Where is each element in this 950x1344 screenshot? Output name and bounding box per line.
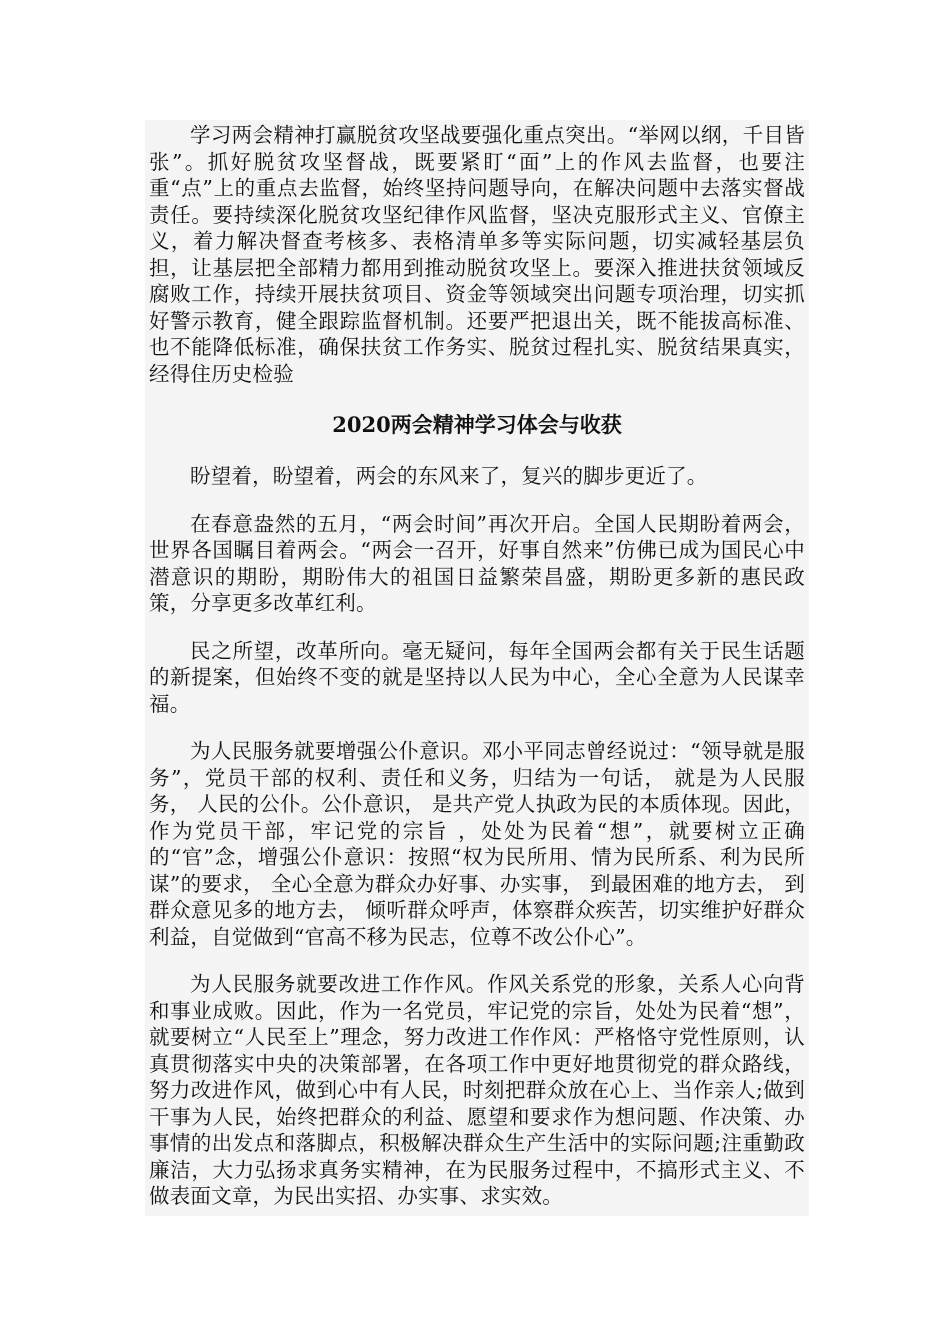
paragraph-4: 为人民服务就要增强公仆意识。邓小平同志曾经说过：“领导就是服务”，党员干部的权利、责任和义务，归结为一句话， 就是为人民服务， 人民的公仆。公仆意识， 是共产党人执政为民的本质体现。因此， 作为党员干部，牢记党的宗旨 ，处处为民着“想”，就要树立正确的“官”念，增强公仆意识：按照“权为民所用、情为民所系、利为民所谋”的要求， 全心全意为群众办好事、办实事， 到最困难的地方去， 到群众意见多的地方去， 倾听群众呼声，体察群众疾苦，切实维护好群众利益，自觉做到“官高不移为民志，位尊不改公仆心”。	[149, 739, 805, 949]
intro-paragraph: 学习两会精神打赢脱贫攻坚战要强化重点突出。“举网以纲，千目皆张”。抓好脱贫攻坚督战，既要紧盯“面”上的作风去监督，也要注重“点”上的重点去监督，始终坚持问题导向，在解决问题中去落实督战责任。要持续深化脱贫攻坚纪律作风监督，坚决克服形式主义、官僚主义，着力解决督查考核多、表格清单多等实际问题，切实减轻基层负担，让基层把全部精力都用到推动脱贫攻坚上。要深入推进扶贫领域反腐败工作，持续开展扶贫项目、资金等领域突出问题专项治理，切实抓好警示教育，健全跟踪监督机制。还要严把退出关，既不能拔高标准、也不能降低标准，确保扶贫工作务实、脱贫过程扎实、脱贫结果真实，经得住历史检验	[149, 123, 805, 386]
paragraph-3: 民之所望，改革所向。毫无疑问，每年全国两会都有关于民生话题的新提案，但始终不变的就是坚持以人民为中心，全心全意为人民谋幸福。	[149, 638, 805, 716]
paragraph-2: 在春意盎然的五月，“两会时间”再次开启。全国人民期盼着两会，世界各国瞩目着两会。“两会一召开，好事自然来”仿佛已成为国民心中潜意识的期盼，期盼伟大的祖国日益繁荣昌盛，期盼更多新的惠民政策，分享更多改革红利。	[149, 511, 805, 615]
paragraph-5: 为人民服务就要改进工作作风。作风关系党的形象，关系人心向背和事业成败。因此，作为一名党员，牢记党的宗旨，处处为民着“想”，就要树立“人民至上”理念，努力改进工作作风：严格恪守党性原则，认真贯彻落实中央的决策部署，在各项工作中更好地贯彻党的群众路线，努力改进作风，做到心中有人民，时刻把群众放在心上、当作亲人;做到干事为人民，始终把群众的利益、愿望和要求作为想问题、作决策、办事情的出发点和落脚点，积极解决群众生产生活中的实际问题;注重勤政廉洁，大力弘扬求真务实精神，在为民服务过程中，不搞形式主义、不做表面文章，为民出实招、办实事、求实效。	[149, 972, 805, 1208]
bottom-spacer	[145, 1210, 809, 1216]
document-body	[145, 120, 809, 1216]
paragraph-1: 盼望着，盼望着，两会的东风来了，复兴的脚步更近了。	[190, 464, 708, 488]
section-title: 2020两会精神学习体会与收获	[332, 412, 622, 437]
